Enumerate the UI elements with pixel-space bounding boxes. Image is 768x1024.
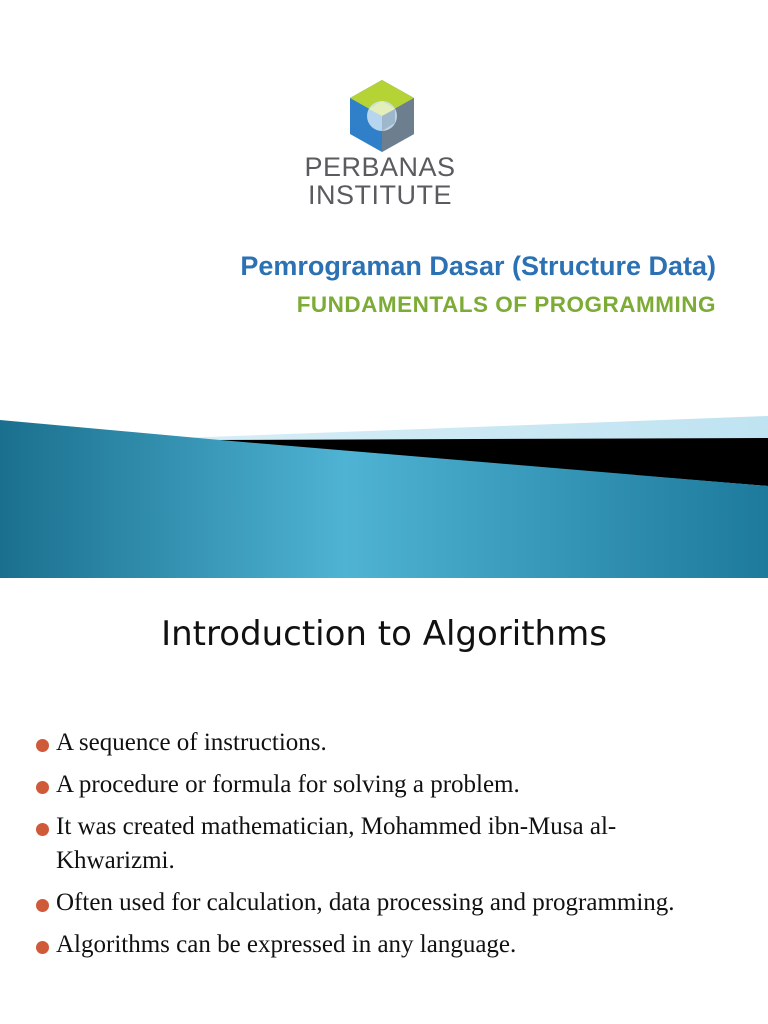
bullet-dot-icon [36,823,49,836]
bullet-text: Algorithms can be expressed in any language. [56,931,517,958]
bullet-text: A sequence of instructions. [56,729,327,756]
list-item [32,768,732,802]
bullet-dot-icon [36,941,49,954]
perbanas-logo-icon [345,78,419,152]
course-title: Pemrograman Dasar (Structure Data) [240,251,716,281]
bullet-text: A procedure or formula for solving a problem. [56,771,520,798]
logo-text-institute: INSTITUTE [308,180,452,210]
logo-text-perbanas: PERBANAS [304,152,456,182]
list-item [32,928,732,962]
list-item [32,886,732,920]
bullet-text: Often used for calculation, data processing and programming. [56,889,675,916]
decorative-band [0,410,768,578]
course-subtitle: FUNDAMENTALS OF PROGRAMMING [296,292,716,317]
bullet-list [32,726,732,970]
bullet-dot-icon [36,899,49,912]
slide-heading: Introduction to Algorithms [161,614,607,654]
bullet-dot-icon [36,739,49,752]
bullet-text: It was created mathematician, Mohammed ibn-Musa al-Khwarizmi. [56,813,617,874]
list-item [32,726,732,760]
bullet-dot-icon [36,781,49,794]
list-item [32,810,732,878]
